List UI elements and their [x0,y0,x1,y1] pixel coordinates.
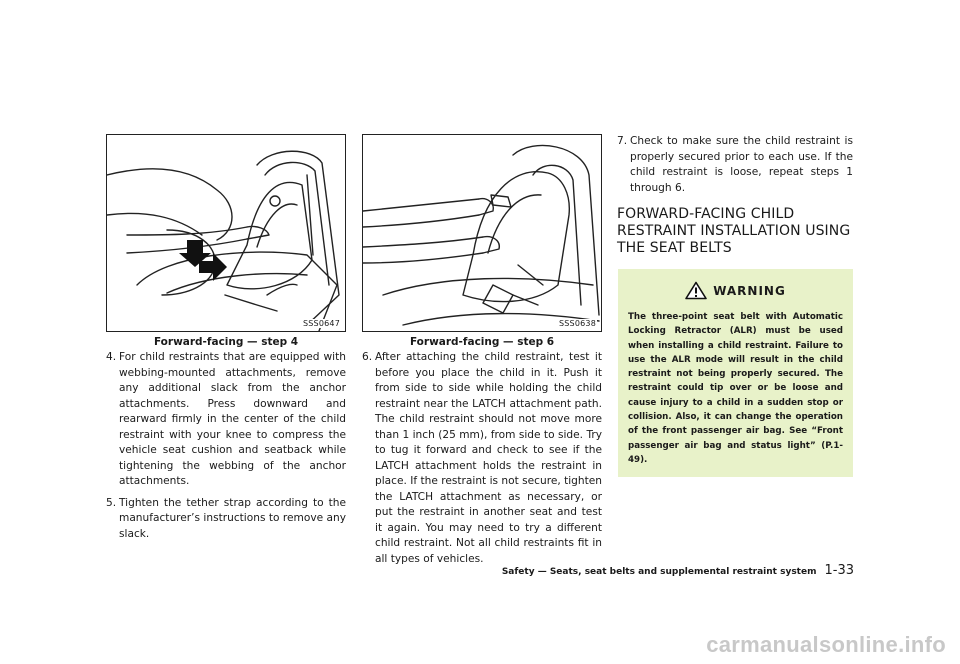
figure-caption: Forward-facing — step 6 [409,336,555,348]
step-item [617,134,853,196]
step-text: For child restraints that are equipped with webbing-mounted attachments, remove any additional slack from the anchor attachments. Press downward and rearward firmly in the center of the child restraint with your knee to compress the vehicle seat cushion and seatback while tightening the webbing of the anchor attachments. [119,351,346,487]
figure-forward-facing-step-4 [106,134,346,332]
footer-chapter-title: Safety — Seats, seat belts and supplemental restraint system [501,567,817,577]
figure-caption: Forward-facing — step 4 [153,336,299,348]
illustration-knee-press [107,135,345,331]
figure-forward-facing-step-6 [362,134,602,332]
page-footer [502,563,854,578]
warning-box [618,269,853,477]
step-number: 7. [617,135,628,147]
warning-triangle-icon [685,281,707,300]
column-2 [362,134,602,573]
column-1 [106,134,346,548]
column-3 [617,134,853,477]
watermark: carmanualsonline.info [706,632,946,657]
warning-text: The three-point seat belt with Automatic Locking Retractor (ALR) must be used when installing a child restraint. Failure to use the ALR mode will result in the child restraint not being properly secured. The restraint could tip over or be loose and cause injury to a child in a sudden stop or collision. Also, it can change the operation of the front passenger air bag. See “Front passenger air bag and status light” (P.1-49). [628,312,843,465]
step-item [106,496,346,543]
warning-title: WARNING [713,283,786,298]
step-text: After attaching the child restraint, test it before you place the child in it. Push it from side to side while holding the child restraint near the LATCH attachment path. The child restraint should not move more than 1 inch (25 mm), from side to side. Try to tug it forward and check to see if the LATCH attachment holds the restraint in place. If the restraint is not secure, tighten the LATCH attachment as necessary, or put the restraint in another seat and test it again. You may need to try a different child restraint. Not all child restraints fit in all types of vehicles. [375,351,602,565]
step-text: Check to make sure the child restraint is properly secured prior to each use. If the child restraint is loose, repeat steps 1 through 6. [630,135,853,194]
step-item [362,350,602,567]
warning-header [628,281,843,300]
step-list [617,134,853,196]
step-text: Tighten the tether strap according to the manufacturer’s instructions to remove any slack. [119,496,346,540]
step-list [362,350,602,567]
step-list [106,350,346,542]
page-number: 1-33 [824,563,854,578]
step-number: 4. [106,351,117,363]
figure-code: SSS0638 [559,319,596,328]
step-item [106,350,346,490]
step-number: 6. [362,351,373,363]
section-title: FORWARD-FACING CHILD RESTRAINT INSTALLATION USING THE SEAT BELTS [617,206,851,256]
figure-code: SSS0647 [303,319,340,328]
illustration-push-test [363,135,601,331]
step-number: 5. [106,496,117,509]
